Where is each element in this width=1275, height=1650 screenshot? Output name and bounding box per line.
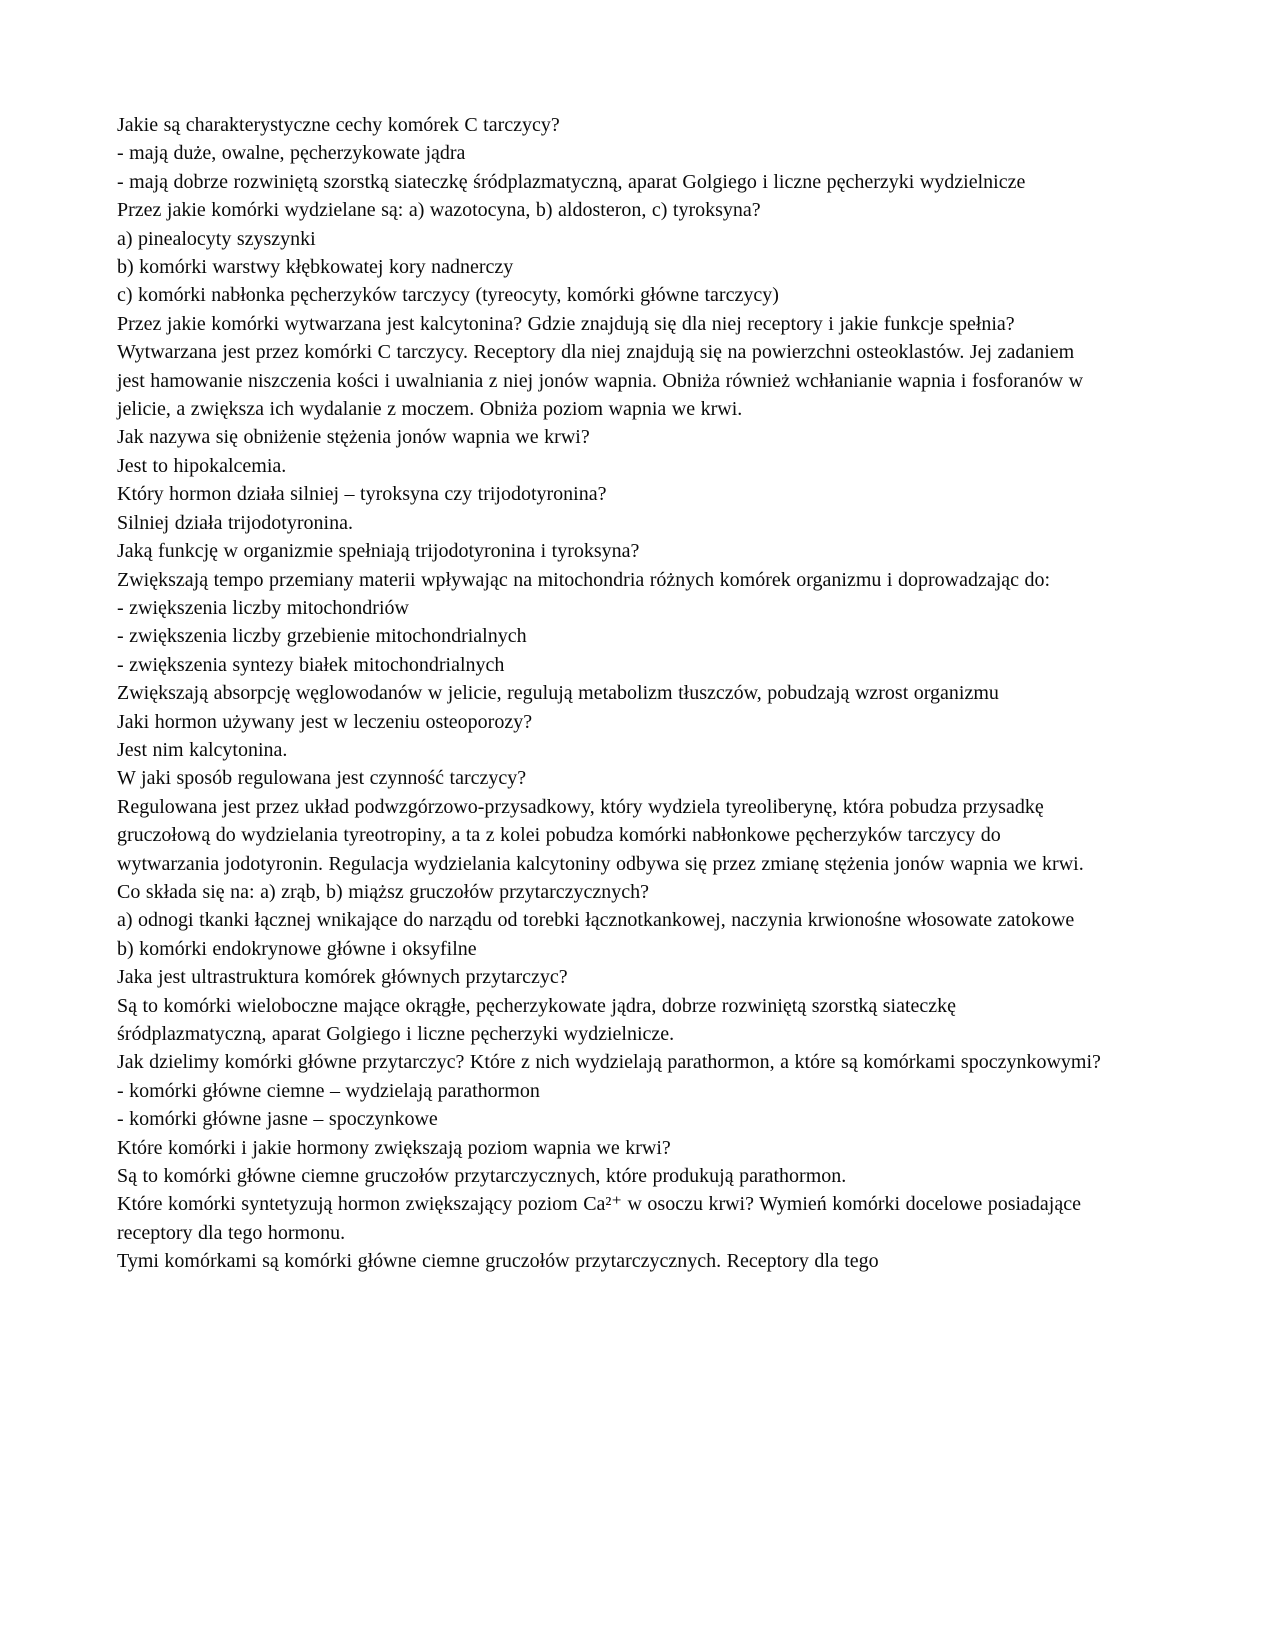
text-line: b) komórki endokrynowe główne i oksyfilne [117, 937, 477, 960]
text-line: Co składa się na: a) zrąb, b) miąższ gruczołów przytarczycznych? [117, 880, 650, 903]
text-line: a) odnogi tkanki łącznej wnikające do narządu od torebki łącznotkankowej, naczynia krwionośne włosowate zatokowe [117, 909, 1075, 932]
text-line: Które komórki i jakie hormony zwiększają poziom wapnia we krwi? [117, 1136, 671, 1159]
text-line: Tymi komórkami są komórki główne ciemne gruczołów przytarczycznych. Receptory dla tego [117, 1250, 879, 1273]
text-line: - zwiększenia liczby grzebienie mitochondrialnych [117, 625, 527, 648]
text-line: Przez jakie komórki wytwarzana jest kalcytonina? Gdzie znajdują się dla niej receptory i jakie funkcje spełnia? [117, 312, 1015, 335]
text-line: Który hormon działa silniej – tyroksyna czy trijodotyronina? [117, 483, 607, 506]
text-line: Są to komórki wieloboczne mające okrągłe, pęcherzykowate jądra, dobrze rozwiniętą szorstką siateczkę śródplazmatyczną, aparat Golgiego i liczne pęcherzyki wydzielnicze. [117, 994, 957, 1045]
text-line: Jest to hipokalcemia. [117, 454, 287, 477]
text-line: - komórki główne ciemne – wydzielają parathormon [117, 1079, 540, 1102]
text-line: Przez jakie komórki wydzielane są: a) wazotocyna, b) aldosteron, c) tyroksyna? [117, 199, 761, 222]
text-line: Jaki hormon używany jest w leczeniu osteoporozy? [117, 710, 533, 733]
text-line: Wytwarzana jest przez komórki C tarczycy. Receptory dla niej znajdują się na powierzchni osteoklastów. Jej zadaniem jest hamowanie niszczenia kości i uwalniania z niej jonów wapnia. Obniża również wchłanianie wapnia i fosforanów w jelicie, a zwiększa ich wydalanie z moczem. Obniża poziom wapnia we krwi. [117, 341, 1084, 421]
text-line: Są to komórki główne ciemne gruczołów przytarczycznych, które produkują parathormon. [117, 1165, 847, 1188]
text-line: W jaki sposób regulowana jest czynność tarczycy? [117, 767, 527, 790]
text-line: - mają dobrze rozwiniętą szorstką siateczkę śródplazmatyczną, aparat Golgiego i liczne pęcherzyki wydzielnicze [117, 170, 1026, 193]
text-line: Regulowana jest przez układ podwzgórzowo-przysadkowy, który wydziela tyreoliberynę, która pobudza przysadkę gruczołową do wydzielania tyreotropiny, a ta z kolei pobudza komórki nabłonkowe pęcherzyków tarczycy do wytwarzania jodotyronin. Regulacja wydzielania kalcytoniny odbywa się przez zmianę stężenia jonów wapnia we krwi. [117, 795, 1084, 875]
text-line: Które komórki syntetyzują hormon zwiększający poziom Ca²⁺ w osoczu krwi? Wymień komórki docelowe posiadające receptory dla tego hormonu. [117, 1193, 1081, 1244]
text-line: b) komórki warstwy kłębkowatej kory nadnerczy [117, 256, 514, 279]
text-line: - mają duże, owalne, pęcherzykowate jądra [117, 142, 466, 165]
text-line: Jaką funkcję w organizmie spełniają trijodotyronina i tyroksyna? [117, 540, 640, 563]
text-line: a) pinealocyty szyszynki [117, 227, 316, 250]
text-line: Jaka jest ultrastruktura komórek głównych przytarczyc? [117, 966, 568, 989]
text-line: Jakie są charakterystyczne cechy komórek C tarczycy? [117, 114, 560, 136]
text-line: Jak nazywa się obniżenie stężenia jonów wapnia we krwi? [117, 426, 590, 449]
text-line: Zwiększają absorpcję węglowodanów w jelicie, regulują metabolizm tłuszczów, pobudzają wzrost organizmu [117, 682, 999, 705]
text-line: Jak dzielimy komórki główne przytarczyc? Które z nich wydzielają parathormon, a które są komórkami spoczynkowymi? [117, 1051, 1101, 1074]
text-line: Jest nim kalcytonina. [117, 738, 288, 761]
text-line: c) komórki nabłonka pęcherzyków tarczycy (tyreocyty, komórki główne tarczycy) [117, 284, 779, 307]
text-line: - zwiększenia syntezy białek mitochondrialnych [117, 653, 505, 676]
text-line: Zwiększają tempo przemiany materii wpływając na mitochondria różnych komórek organizmu i doprowadzając do: [117, 568, 1051, 591]
text-line: Silniej działa trijodotyronina. [117, 511, 353, 534]
text-line: - komórki główne jasne – spoczynkowe [117, 1108, 438, 1131]
document-body [117, 111, 1107, 1276]
text-line: - zwiększenia liczby mitochondriów [117, 596, 409, 619]
